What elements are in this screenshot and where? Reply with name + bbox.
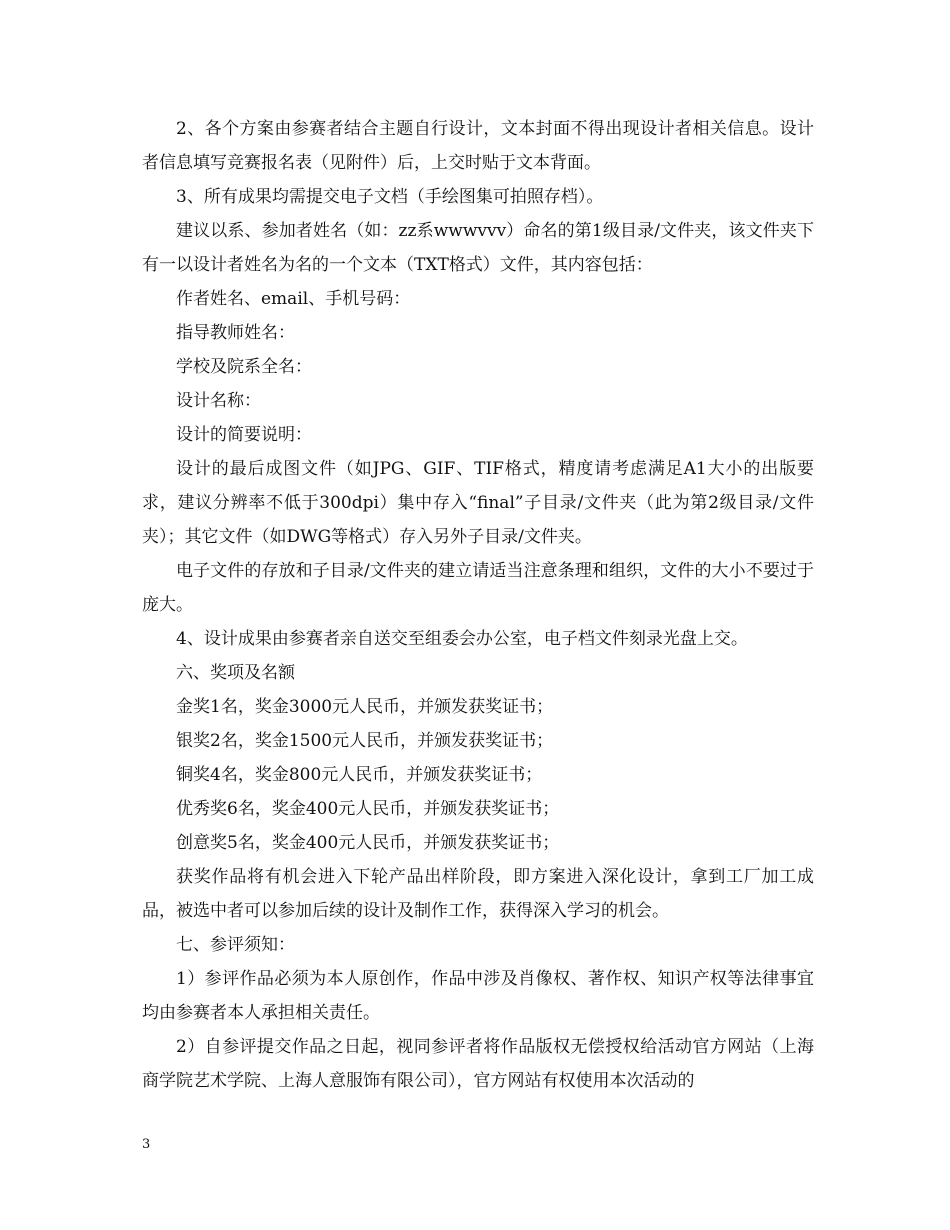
award-gold: 金奖1名，奖金3000元人民币，并颁发获奖证书；	[176, 697, 554, 717]
rule-copyright-license: 2）自参评提交作品之日起，视同参评者将作品版权无偿授权给活动官方网站（上海商学院艺术学院、上海人意服饰有限公司），官方网站有权使用本次活动的	[142, 1037, 814, 1091]
award-bronze: 铜奖4名，奖金800元人民币，并颁发获奖证书；	[176, 765, 543, 785]
paragraph-submission-design: 2、各个方案由参赛者结合主题自行设计，文本封面不得出现设计者相关信息。设计者信息填写竞赛报名表（见附件）后，上交时贴于文本背面。	[142, 119, 814, 173]
paragraph-winning-works: 获奖作品将有机会进入下轮产品出样阶段，即方案进入深化设计，拿到工厂加工成品，被选中者可以参加后续的设计及制作工作，获得深入学习的机会。	[142, 867, 814, 921]
paragraph-final-files: 设计的最后成图文件（如JPG、GIF、TIF格式，精度请考虑满足A1大小的出版要求，建议分辨率不低于300dpi）集中存入“final”子目录/文件夹（此为第2级目录/文件夹）；其它文件（如DWG等格式）存入另外子目录/文件夹。	[142, 459, 814, 547]
page-number: 3	[142, 1137, 151, 1152]
award-excellence: 优秀奖6名，奖金400元人民币，并颁发获奖证书；	[176, 799, 560, 819]
section-heading-rules: 七、参评须知：	[176, 935, 295, 955]
award-silver: 银奖2名，奖金1500元人民币，并颁发获奖证书；	[176, 731, 554, 751]
document-body	[142, 112, 814, 1098]
award-creativity: 创意奖5名，奖金400元人民币，并颁发获奖证书；	[176, 833, 560, 853]
paragraph-advisor-name: 指导教师姓名：	[176, 323, 295, 343]
paragraph-design-description: 设计的简要说明：	[176, 425, 312, 445]
paragraph-design-name: 设计名称：	[176, 391, 261, 411]
paragraph-delivery: 4、设计成果由参赛者亲自送交至组委会办公室，电子档文件刻录光盘上交。	[176, 629, 748, 649]
rule-originality: 1）参评作品必须为本人原创作，作品中涉及肖像权、著作权、知识产权等法律事宜均由参赛者本人承担相关责任。	[142, 969, 814, 1023]
paragraph-school-name: 学校及院系全名：	[176, 357, 312, 377]
paragraph-electronic-docs: 3、所有成果均需提交电子文档（手绘图集可拍照存档）。	[176, 187, 604, 207]
section-heading-awards: 六、奖项及名额	[176, 663, 295, 683]
paragraph-file-organization: 电子文件的存放和子目录/文件夹的建立请适当注意条理和组织，文件的大小不要过于庞大。	[142, 561, 814, 615]
paragraph-author-contact: 作者姓名、email、手机号码：	[176, 289, 411, 309]
paragraph-folder-naming: 建议以系、参加者姓名（如：zz系wwwvvv）命名的第1级目录/文件夹，该文件夹下有一以设计者姓名为名的一个文本（TXT格式）文件，其内容包括：	[142, 221, 814, 275]
